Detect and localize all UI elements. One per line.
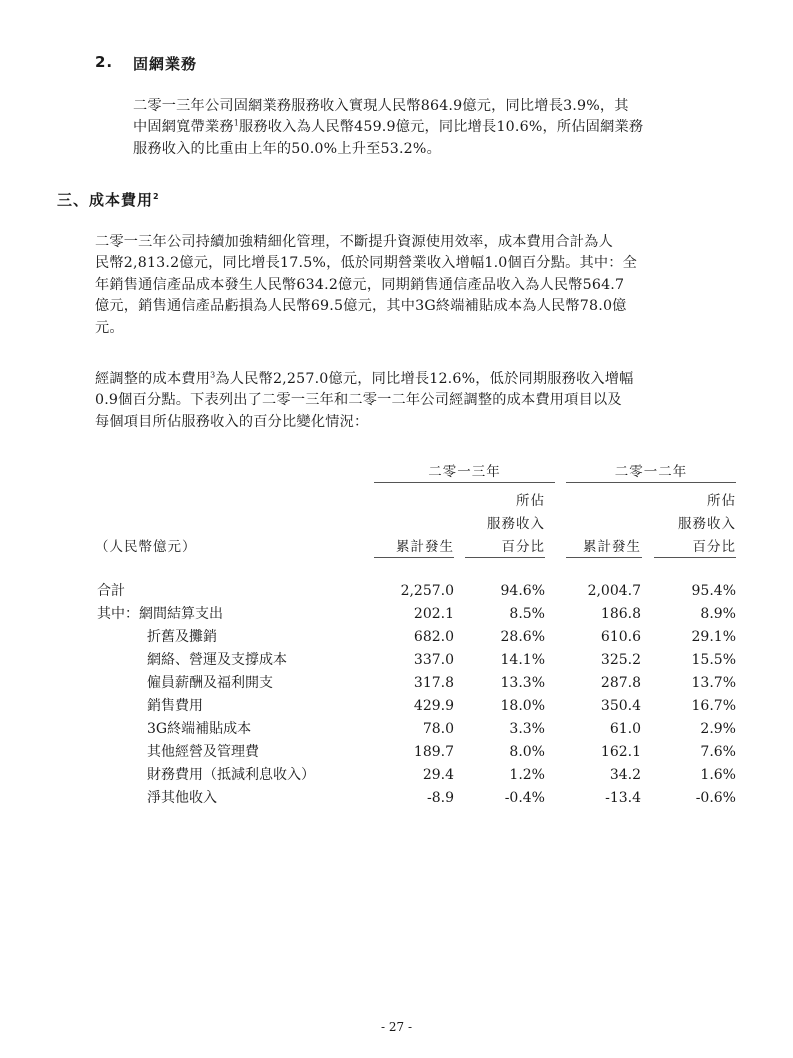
table-row [0,718,793,740]
footnote-marker: 3 [210,370,216,380]
pct-2013: 8.5% [509,606,545,622]
pct-2012: 13.7% [691,675,736,691]
paragraph-text: 服務收入為人民幣459.9億元，同比增長10.6%，所佔固網業務 [239,119,644,136]
page-number: - 27 - [380,1020,412,1034]
section3-paragraph-1 [95,232,637,339]
value-2013: 78.0 [422,721,454,737]
pct-2013: 14.1% [500,652,545,668]
col-pct-2013-line1: 所佔 [516,493,545,509]
value-2013: 29.4 [422,767,454,783]
table-row [0,695,793,717]
paragraph-text: 中固網寬帶業務 [133,119,234,136]
paragraph-line: 每個項目所佔服務收入的百分比變化情況： [95,413,369,430]
table-row [0,603,793,625]
year-underline [374,482,555,483]
table-row [0,741,793,763]
value-2013: 682.0 [413,629,454,645]
pct-2013: -0.4% [504,790,545,806]
value-2012: 325.2 [600,652,641,668]
col-pct-2013-line3: 百分比 [501,539,545,555]
row-label: 折舊及攤銷 [147,629,217,645]
row-label: 3G終端補貼成本 [147,721,252,737]
table-row [0,764,793,786]
pct-2013: 8.0% [509,744,545,760]
value-2012: 287.8 [600,675,641,691]
value-2013: 202.1 [413,606,454,622]
paragraph-text: 為人民幣2,257.0億元，同比增長12.6%，低於同期服務收入增幅 [215,371,634,387]
table-unit-label: （人民幣億元） [95,539,197,555]
table-row [0,580,793,602]
col-pct-2012-line2: 服務收入 [678,516,736,532]
col-pct-2013-line2: 服務收入 [487,516,545,532]
paragraph-line: 二零一三年公司固網業務服務收入實現人民幣864.9億元，同比增長3.9%，其 [133,98,629,114]
table-year-2012: 二零一二年 [614,464,688,480]
section-number: 2. [95,53,114,71]
row-label: 僱員薪酬及福利開支 [147,675,273,691]
paragraph-line [133,117,643,138]
pct-2012: 2.9% [700,721,736,737]
value-2012: 610.6 [600,629,641,645]
value-2012: -13.4 [605,790,641,806]
section-heading-text: 三、成本費用 [57,191,154,209]
section-heading [57,189,160,210]
pct-2012: 7.6% [700,744,736,760]
col-pct-2012-line1: 所佔 [707,493,736,509]
col-cumulative-2012: 累計發生 [583,539,641,555]
footnote-marker: 1 [233,118,240,128]
value-2012: 186.8 [600,606,641,622]
pct-2012: -0.6% [695,790,736,806]
row-label: 合計 [97,583,125,599]
value-2013: 189.7 [413,744,454,760]
table-row [0,672,793,694]
section2-paragraph [133,96,643,160]
pct-2012: 95.4% [691,583,736,599]
paragraph-line: 元。 [95,319,124,336]
value-2012: 162.1 [600,744,641,760]
row-label: 財務費用（抵減利息收入） [147,767,315,783]
paragraph-line: 億元，銷售通信產品虧損為人民幣69.5億元，其中3G終端補貼成本為人民幣78.0億 [95,298,627,315]
section-title: 固網業務 [133,55,198,73]
column-underline [566,557,642,558]
column-underline [374,557,454,558]
value-2013: 2,257.0 [400,583,454,599]
footnote-marker: 2 [153,192,160,201]
pct-2013: 3.3% [509,721,545,737]
row-label: 其中：網間結算支出 [97,606,223,622]
pct-2013: 94.6% [500,583,545,599]
pct-2013: 13.3% [500,675,545,691]
row-label: 網絡、營運及支撐成本 [147,652,287,668]
paragraph-line: 二零一三年公司持續加強精細化管理，不斷提升資源使用效率，成本費用合計為人 [95,234,613,250]
pct-2012: 29.1% [691,629,736,645]
value-2012: 2,004.7 [587,583,641,599]
paragraph-line: 0.9個百分點。下表列出了二零一三年和二零一二年公司經調整的成本費用項目以及 [95,392,622,409]
paragraph-line [95,369,634,390]
pct-2013: 18.0% [500,698,545,714]
row-label: 淨其他收入 [147,790,217,806]
value-2013: 337.0 [413,652,454,668]
column-underline [654,557,736,558]
pct-2012: 1.6% [700,767,736,783]
paragraph-line: 年銷售通信產品成本發生人民幣634.2億元，同期銷售通信產品收入為人民幣564.7 [95,276,625,293]
paragraph-line: 服務收入的比重由上年的50.0%上升至53.2%。 [133,140,441,157]
pct-2013: 1.2% [509,767,545,783]
table-year-2013: 二零一三年 [428,464,501,480]
value-2013: -8.9 [427,790,454,806]
value-2013: 429.9 [413,698,454,714]
row-label: 其他經營及管理費 [147,744,259,760]
pct-2013: 28.6% [500,629,545,645]
pct-2012: 16.7% [691,698,736,714]
table-row [0,649,793,671]
value-2012: 61.0 [609,721,641,737]
col-pct-2012-line3: 百分比 [692,539,736,555]
table-row [0,787,793,809]
row-label: 銷售費用 [147,698,203,714]
year-underline [566,482,736,483]
column-underline [465,557,545,558]
paragraph-line: 民幣2,813.2億元，同比增長17.5%，低於同期營業收入增幅1.0個百分點。其中：全 [95,255,638,272]
paragraph-text: 經調整的成本費用 [95,371,211,387]
section3-paragraph-2 [95,369,634,433]
pct-2012: 15.5% [691,652,736,668]
value-2012: 34.2 [609,767,641,783]
col-cumulative-2013: 累計發生 [396,539,454,555]
pct-2012: 8.9% [700,606,736,622]
table-row [0,626,793,648]
value-2013: 317.8 [413,675,454,691]
value-2012: 350.4 [600,698,641,714]
